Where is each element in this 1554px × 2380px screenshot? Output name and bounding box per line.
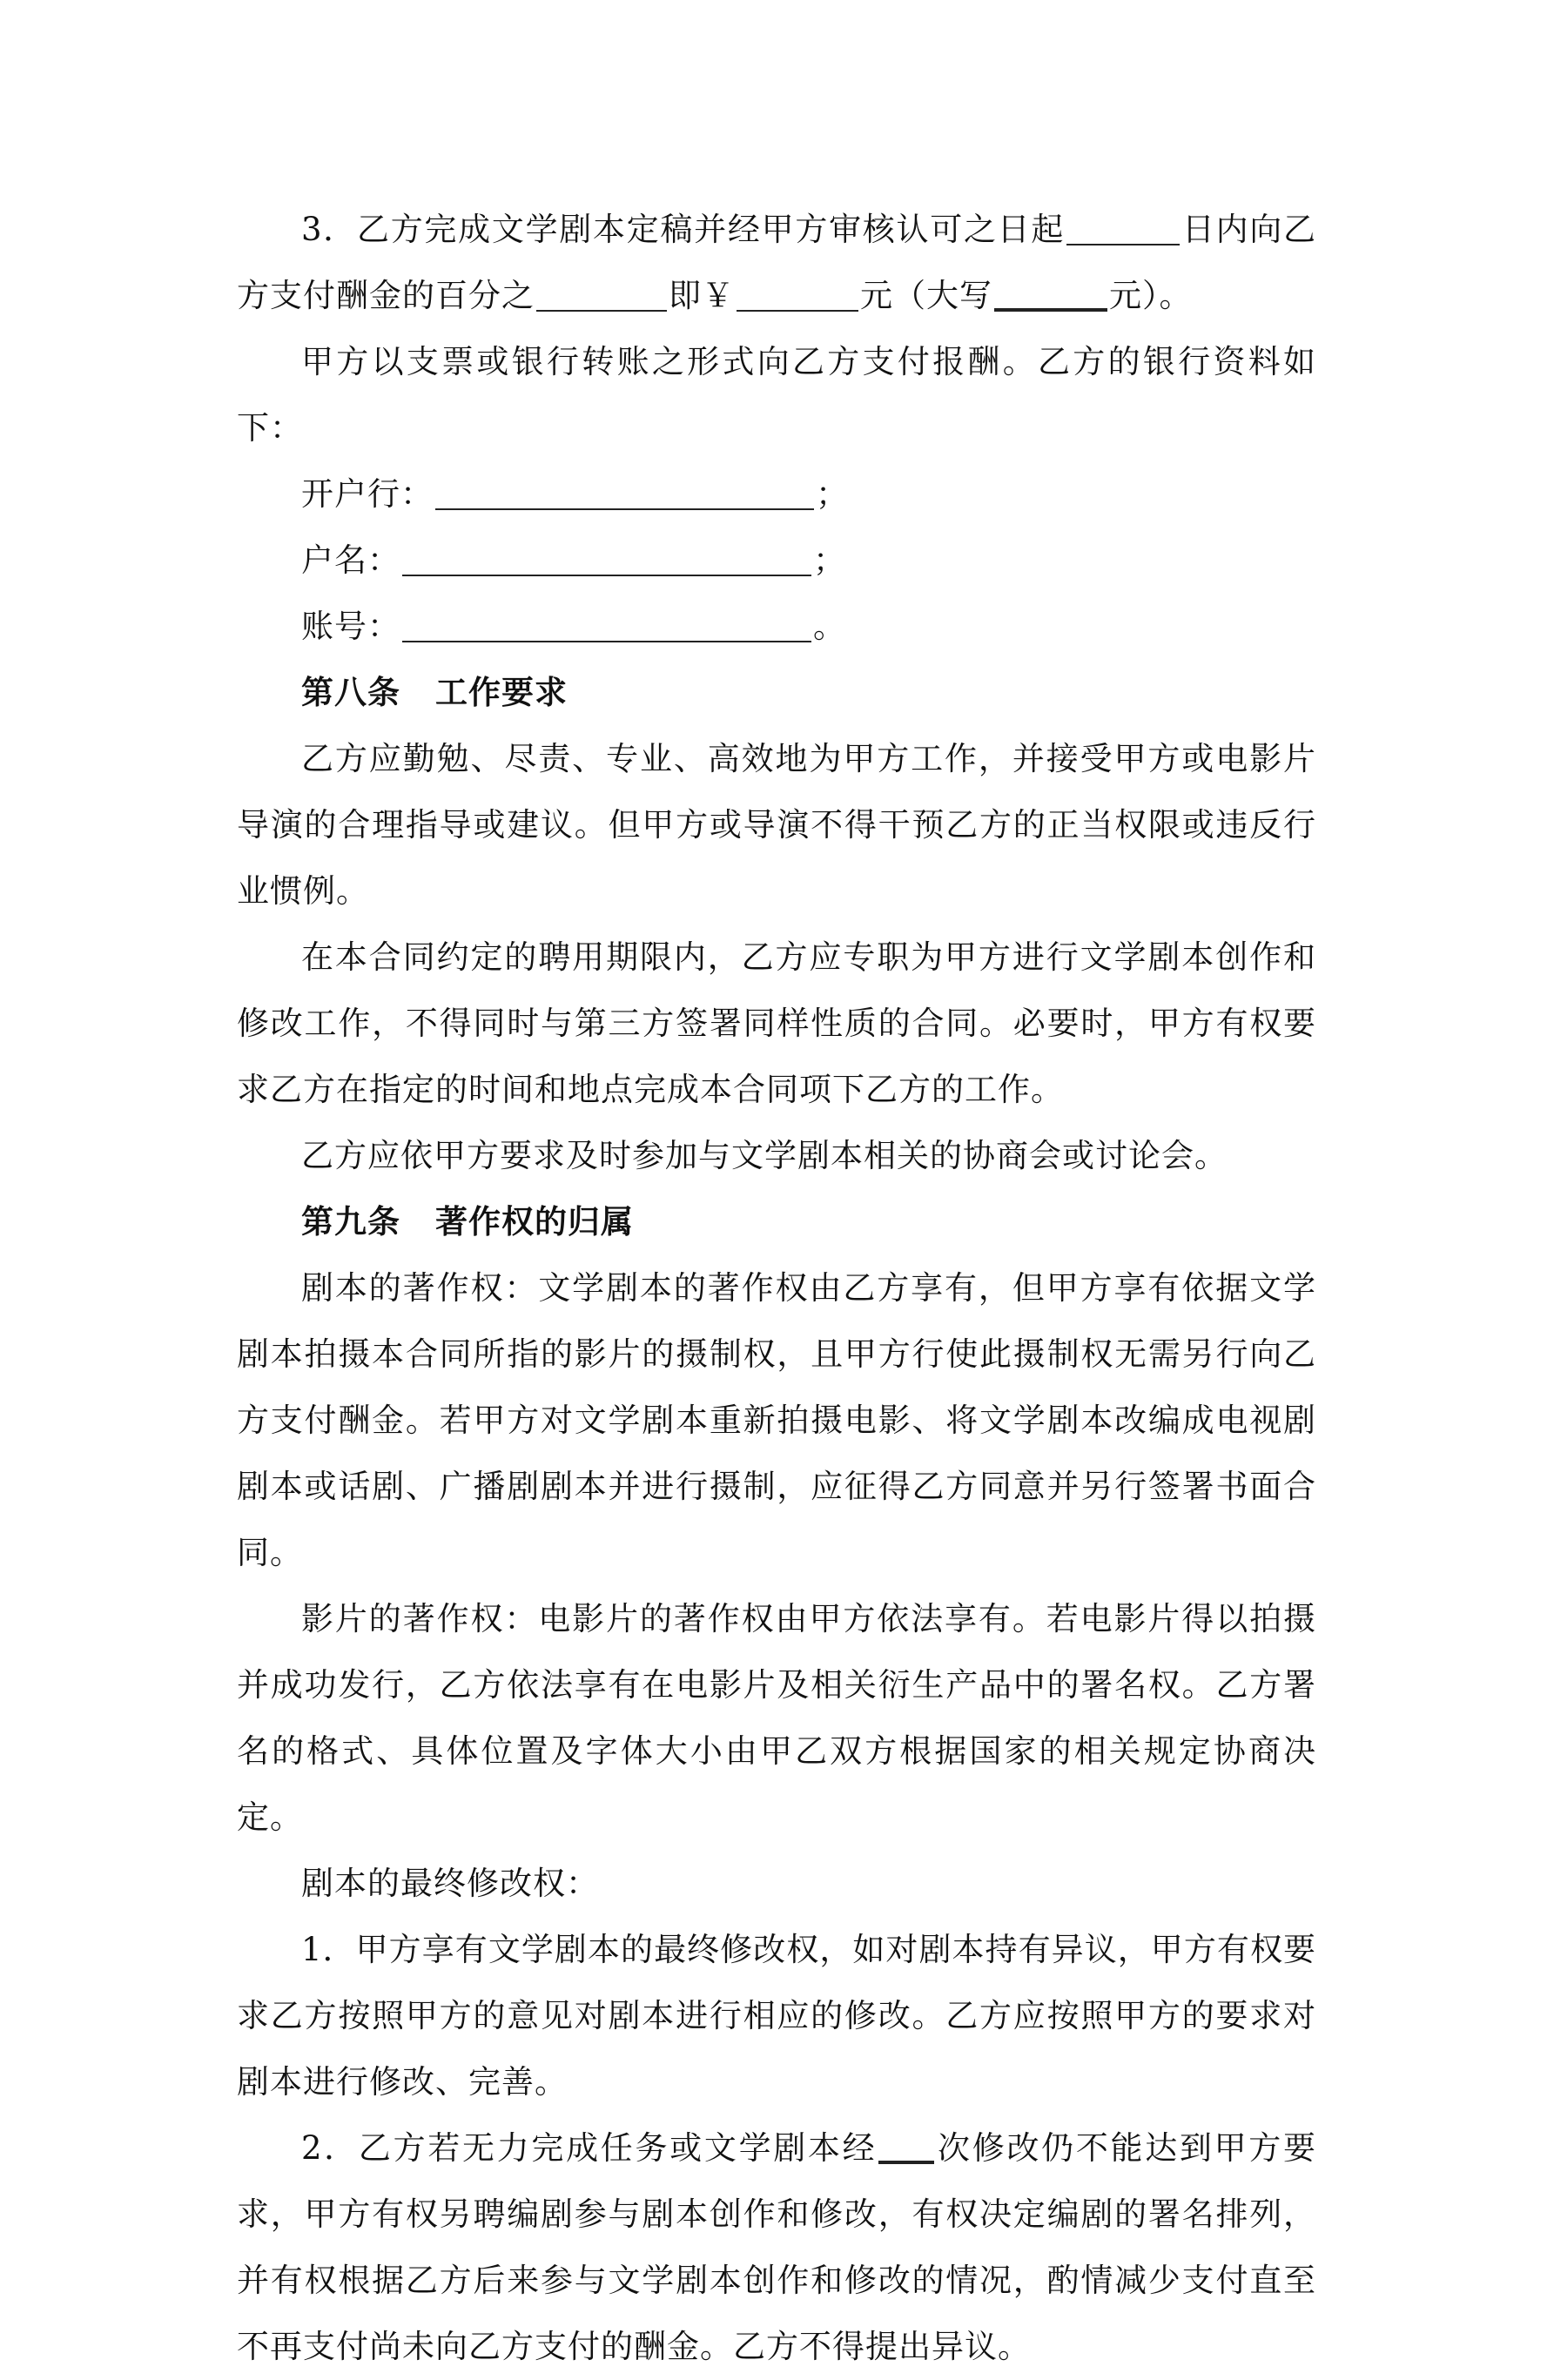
blank-account-number[interactable] [402, 609, 811, 642]
paragraph-9-5 [237, 2115, 1316, 2380]
blank-amount-uppercase[interactable] [994, 277, 1107, 312]
text: ； [816, 475, 849, 513]
paragraph-9-3: 剧本的最终修改权： [301, 1865, 599, 1902]
account-name-line [237, 528, 1316, 594]
blank-amount[interactable] [737, 279, 858, 312]
text: 3．乙方完成文学剧本定稿并经甲方审核认可之日起 [301, 211, 1066, 248]
paragraph-8-2: 在本合同约定的聘用期限内，乙方应专职为甲方进行文学剧本创作和修改工作，不得同时与第三方签署同样性质的合同。必要时，甲方有权要求乙方在指定的时间和地点完成本合同项下乙方的工作。 [237, 938, 1316, 1108]
article-8-heading [237, 660, 1316, 726]
bank-label: 开户行： [301, 475, 434, 513]
article-title: 工作要求 [435, 674, 568, 711]
blank-percent[interactable] [536, 279, 667, 312]
blank-revision-count[interactable] [878, 2129, 934, 2164]
text: 即￥ [669, 277, 735, 314]
article-title: 著作权的归属 [435, 1203, 634, 1240]
blank-days[interactable] [1066, 212, 1180, 245]
paragraph-9-4: 1．甲方享有文学剧本的最终修改权，如对剧本持有异议，甲方有权要求乙方按照甲方的意见对剧本进行相应的修改。乙方应按照甲方的要求对剧本进行修改、完善。 [237, 1931, 1316, 2101]
paragraph-9-1: 剧本的著作权：文学剧本的著作权由乙方享有，但甲方享有依据文学剧本拍摄本合同所指的影片的摄制权，且甲方行使此摄制权无需另行向乙方支付酬金。若甲方对文学剧本重新拍摄电影、将文学剧本改编成电视剧剧本或话剧、广播剧剧本并进行摄制，应征得乙方同意并另行签署书面合同。 [237, 1269, 1316, 1571]
text: 2．乙方若无力完成任务或文学剧本经 [301, 2129, 878, 2167]
paragraph-payment-schedule [237, 197, 1316, 329]
paragraph-payment-method: 甲方以支票或银行转账之形式向乙方支付报酬。乙方的银行资料如下： [237, 343, 1316, 447]
blank-account-name[interactable] [402, 543, 811, 576]
paragraph-9-2: 影片的著作权：电影片的著作权由甲方依法享有。若电影片得以拍摄并成功发行，乙方依法享有在电影片及相关衍生产品中的署名权。乙方署名的格式、具体位置及字体大小由甲乙双方根据国家的相关规定协商决定。 [237, 1600, 1316, 1836]
account-number-label: 账号： [301, 608, 400, 645]
article-number: 第八条 [301, 674, 400, 711]
article-9-heading [237, 1189, 1316, 1255]
text: 次修改仍不能达到甲方要求，甲方有权另聘编剧参与剧本创作和修改，有权决定编剧的署名排列，并有权根据乙方后来参与文学剧本创作和修改的情况，酌情减少支付直至不再支付尚未向乙方支付的酬金。乙方不得提出异议。 [237, 2129, 1317, 2365]
text: 元）。 [1109, 277, 1193, 314]
text: ； [813, 541, 846, 579]
article-number: 第九条 [301, 1203, 400, 1240]
text: 日内向乙方支付酬金的百分之 [237, 211, 1317, 314]
blank-bank[interactable] [435, 477, 814, 510]
bank-line [237, 461, 1316, 528]
document-body [237, 197, 1316, 2380]
account-name-label: 户名： [301, 541, 400, 579]
paragraph-8-1: 乙方应勤勉、尽责、专业、高效地为甲方工作，并接受甲方或电影片导演的合理指导或建议。但甲方或导演不得干预乙方的正当权限或违反行业惯例。 [237, 740, 1316, 910]
paragraph-8-3: 乙方应依甲方要求及时参加与文学剧本相关的协商会或讨论会。 [301, 1137, 1228, 1174]
text: 元（大写 [860, 277, 992, 314]
account-number-line [237, 594, 1316, 660]
text: 。 [813, 608, 846, 645]
